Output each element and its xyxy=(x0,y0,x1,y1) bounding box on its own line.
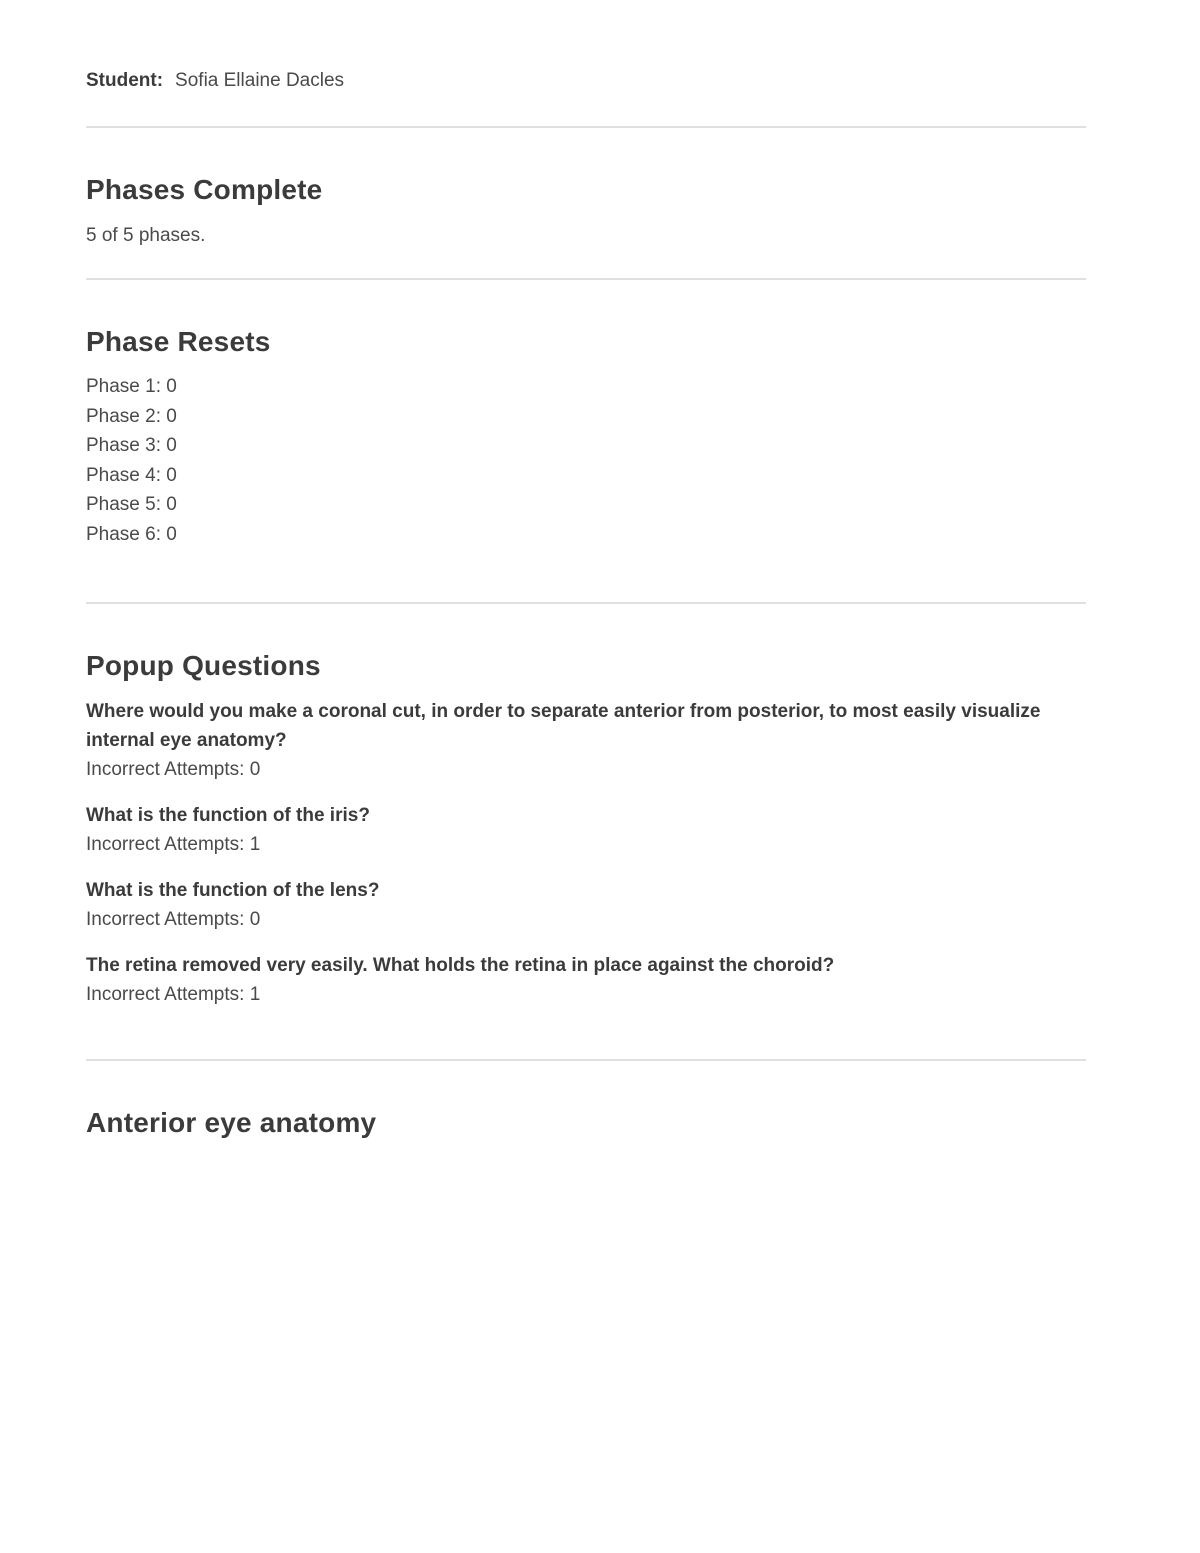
incorrect-attempts-label: Incorrect Attempts: xyxy=(86,908,245,930)
phase-label: Phase 6: xyxy=(86,523,161,545)
question-block xyxy=(86,697,1086,784)
section-anterior-eye-anatomy xyxy=(86,1106,1086,1140)
phase-reset-row xyxy=(86,490,1086,520)
incorrect-attempts-label: Incorrect Attempts: xyxy=(86,983,245,1005)
student-label: Student: xyxy=(86,70,164,91)
phase-reset-row xyxy=(86,520,1086,550)
phase-resets-title: Phase Resets xyxy=(86,325,271,357)
phase-reset-count: 0 xyxy=(166,523,177,545)
section-divider xyxy=(86,126,1086,128)
incorrect-attempts-label: Incorrect Attempts: xyxy=(86,833,245,855)
phase-label: Phase 5: xyxy=(86,494,161,516)
incorrect-attempts-line xyxy=(86,755,1086,784)
phase-reset-list xyxy=(86,372,1086,549)
question-text: Where would you make a coronal cut, in order to separate anterior from posterior, to most easily visualize internal eye anatomy? xyxy=(86,700,1041,751)
incorrect-attempts-count: 1 xyxy=(249,983,261,1005)
phase-reset-row xyxy=(86,431,1086,461)
phase-reset-row xyxy=(86,461,1086,491)
phase-reset-count: 0 xyxy=(166,405,177,427)
question-text: What is the function of the iris? xyxy=(86,804,370,826)
question-block xyxy=(86,801,1086,859)
question-text: What is the function of the lens? xyxy=(86,879,380,901)
phase-reset-row xyxy=(86,402,1086,432)
section-divider xyxy=(86,278,1086,280)
student-name: Sofia Ellaine Dacles xyxy=(175,70,345,91)
phases-complete-title: Phases Complete xyxy=(86,174,323,205)
section-popup-questions xyxy=(86,649,1086,1009)
incorrect-attempts-count: 1 xyxy=(249,833,261,855)
incorrect-attempts-line xyxy=(86,905,1086,934)
phase-reset-count: 0 xyxy=(166,464,177,486)
phases-complete-summary: 5 of 5 phases. xyxy=(86,224,206,246)
question-text: The retina removed very easily. What holds the retina in place against the choroid? xyxy=(86,954,835,976)
student-row xyxy=(86,70,1086,92)
phase-reset-count: 0 xyxy=(166,494,177,516)
section-divider xyxy=(86,1059,1086,1061)
phase-label: Phase 3: xyxy=(86,435,161,457)
incorrect-attempts-label: Incorrect Attempts: xyxy=(86,758,245,780)
phase-reset-count: 0 xyxy=(166,435,177,457)
incorrect-attempts-line xyxy=(86,980,1086,1009)
question-block xyxy=(86,951,1086,1009)
section-phases-complete xyxy=(86,173,1086,250)
incorrect-attempts-line xyxy=(86,830,1086,859)
phase-reset-row xyxy=(86,372,1086,402)
incorrect-attempts-count: 0 xyxy=(249,758,261,780)
anterior-eye-anatomy-title: Anterior eye anatomy xyxy=(86,1106,377,1138)
phase-label: Phase 4: xyxy=(86,464,161,486)
phase-label: Phase 2: xyxy=(86,405,161,427)
phase-label: Phase 1: xyxy=(86,376,161,398)
question-block xyxy=(86,876,1086,934)
section-divider xyxy=(86,602,1086,604)
popup-questions-title: Popup Questions xyxy=(86,650,321,682)
phase-reset-count: 0 xyxy=(166,376,177,398)
incorrect-attempts-count: 0 xyxy=(249,908,261,930)
section-phase-resets xyxy=(86,325,1086,550)
